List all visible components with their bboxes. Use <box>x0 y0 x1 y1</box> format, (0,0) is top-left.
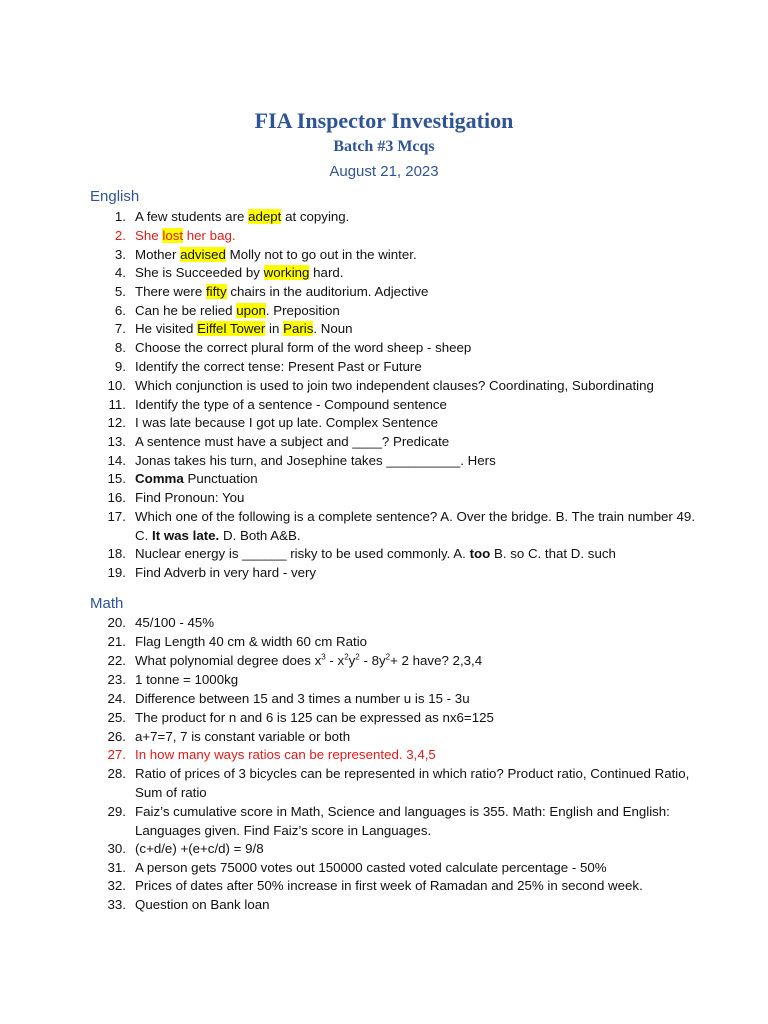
section-heading-math: Math <box>90 595 124 612</box>
section-heading-english: English <box>90 188 140 205</box>
document-date: August 21, 2023 <box>329 163 439 180</box>
document-subtitle: Batch #3 Mcqs <box>333 138 435 155</box>
document-page: FIA Inspector Investigation Batch #3 Mcqs August 21, 2023 English 1. A few students are adept at copying. 2. She lost her bag. 3. Mother advised Molly not to go out in the winter. 4. She is Succeeded by working hard. 5. There were fifty chairs in the auditorium. Adjective 6. Can he be relied upon. Preposition 7. He visited Eiffel Tower in Paris. Noun 8. Choose the correct plural form of the word sheep - sheep 9. Identify the correct tense: Present Past or Future 10. Which conjunction is used to join two independent clauses? Coordinating, Subordinating 11. Identify the type of a sentence - Compound sentence 12. I was late because I got up late. Complex Sentence 13. A sentence must have a subject and ____? Predicate 14. Jonas takes his turn, and Josephine takes __________. Hers 15. Comma Punctuation 16. Find Pronoun: You 17. Which one of the following is a complete sentence? A. Over the bridge. B. The train number 49. C. It was late. D. Both A&B. 18. Nuclear energy is ______ risky to be used commonly. A. too B. so C. that D. such 19. Find Adverb in very hard - very Math 20. 45/100 - 45% 21. Flag Length 40 cm & width 60 cm Ratio 22. What polynomial degree does $x^3 - x^2y^2 - 8y^2+ 2$ have? 2,3,4 23. 1 tonne = 1000kg 24. Difference between 15 and 3 times a number u is 15 - 3u 25. The product for n and 6 is 125 can be expressed as nx6=125 26. a+7=7, 7 is constant variable or both 27. In how many ways ratios can be represented. 3,4,5 28. Ratio of prices of 3 bicycles can be represented in which ratio? Product ratio, Continued Ratio, Sum of ratio 29. Faiz’s cumulative score in Math, Science and languages is 355. Math: English and English: Languages given. Find Faiz’s score in Languages. 30. (c+d/e) +(e+c/d) = 9/8 31. A person gets 75000 votes out 150000 casted voted calculate percentage - 50% 32. Prices of dates after 50% increase in first week of Ramadan and 25% in second week. 33. Question on Bank loan <box>0 0 768 1024</box>
document-title: FIA Inspector Investigation <box>254 108 514 133</box>
